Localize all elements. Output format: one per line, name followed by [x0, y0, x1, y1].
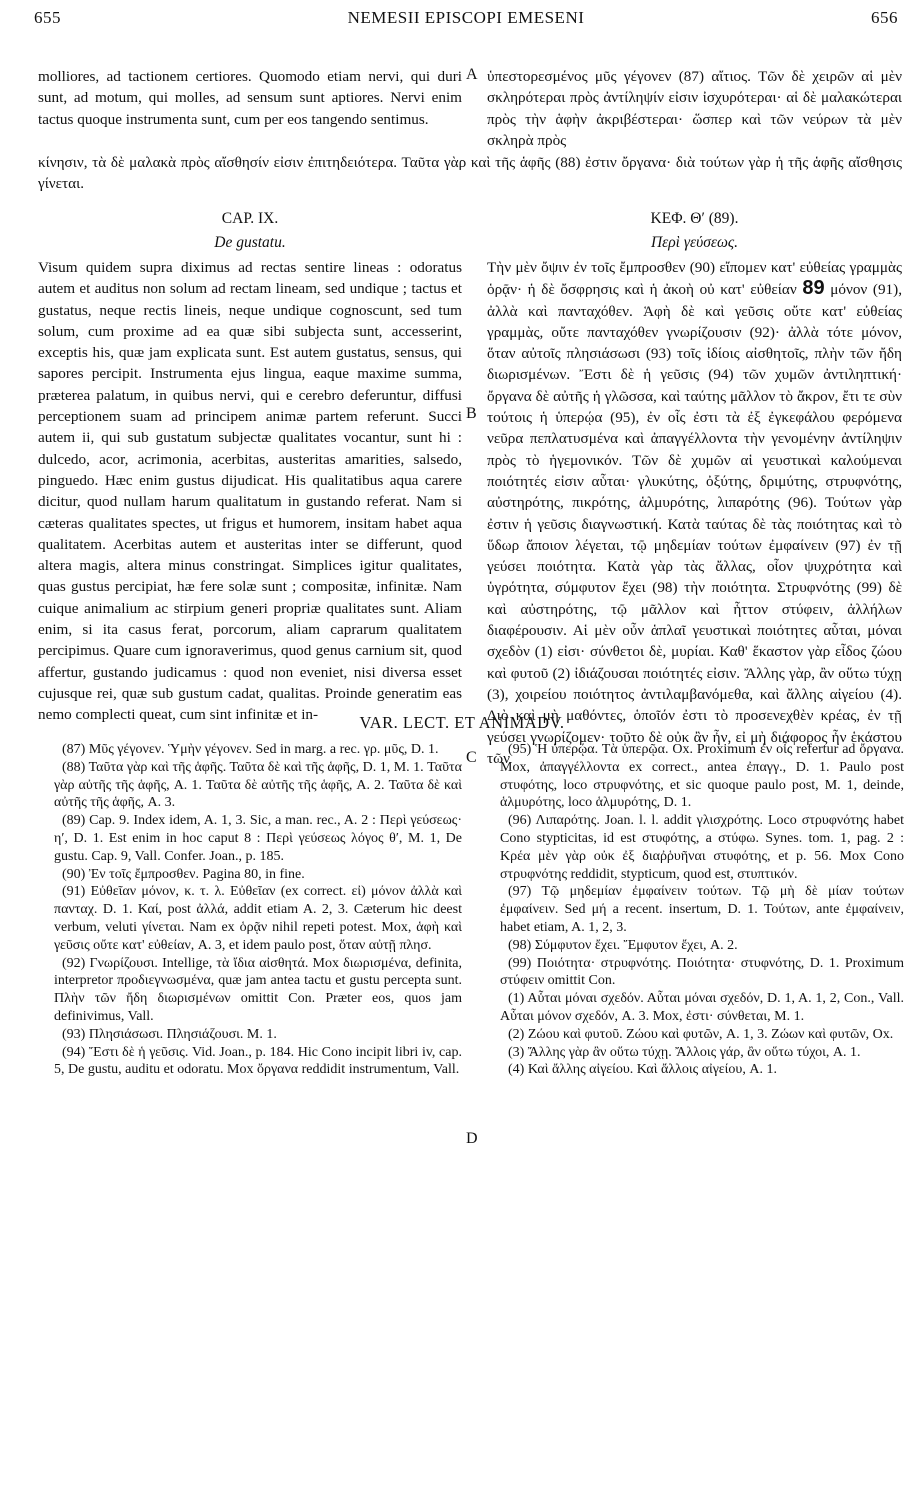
note-93: (93) Πλησιάσωσι. Πλησιάζουσι. M. 1. — [62, 1026, 277, 1042]
note-4: (4) Καὶ ἄλλης αἰγείου. Καὶ ἄλλοις αἰγείου, A. 1. — [508, 1062, 777, 1078]
note-3: (3) Ἄλλης γὰρ ἂν οὕτω τύχῃ. Ἄλλοις γάρ, ἂν οὕτω τύχοι, A. 1. — [508, 1044, 861, 1060]
margin-letter-b: B — [466, 405, 477, 422]
margin-letter-d: D — [466, 1130, 478, 1147]
margin-letter-c: C — [466, 749, 477, 766]
running-header — [34, 8, 898, 32]
note-92: (92) Γνωρίζουσι. Intellige, τὰ ἴδια αἰσθητά. Mox διωρισμένα, definita, interpretor προδιεγνωσμένα, quæ jam antea tactu et gustu percepta sunt. Πλὴν τῶν ἤδη διωρισμένων omittit Con. Præter eos, quos jam definivimus, Vall. — [54, 955, 462, 1024]
note-2: (2) Ζώου καὶ φυτοῦ. Ζώου καὶ φυτῶν, A. 1, 3. Ζώων καὶ φυτῶν, Ox. — [508, 1026, 894, 1042]
right-page-number: 656 — [871, 8, 898, 27]
latin-chapter-subtitle: De gustatu. — [214, 234, 286, 251]
note-90: (90) Ἐν τοῖς ἔμπροσθεν. Pagina 80, in fine. — [62, 866, 305, 882]
greek-top-text: ὑπεστορεσμένος μῦς γέγονεν (87) αἴτιος. Τῶν δὲ χειρῶν αἱ μὲν σκληρότεραι πρὸς ἀντίληψίν εἰσιν ἰσχυρότεραι· αἱ δὲ μαλακώτεραι πρὸς τὴν ἁφὴν ἀκριβέστεραι· ὥσπερ καὶ τῶν νεύρων τὰ μὲν σκληρὰ πρὸς — [487, 68, 902, 150]
note-89: (89) Cap. 9. Index idem, A. 1, 3. Sic, a man. rec., A. 2 : Περὶ γεύσεως· η′, D. 1. Est enim in hoc caput 8 : Περὶ γεύσεως λόγος θ′, M. 1, De gustu. Cap. 9, Vall. Confer. Joan., p. 185. — [54, 813, 462, 864]
latin-chapter-title: CAP. IX. — [221, 210, 279, 227]
greek-fullwidth-line: κίνησιν, τὰ δὲ μαλακὰ πρὸς αἴσθησίν εἰσιν ἐπιτηδειότερα. Ταῦτα γὰρ καὶ τῆς ἁφῆς (88) ἐστιν ὄργανα· διὰ τούτων γὰρ ἡ τῆς ἁφῆς αἴσθησις γίνεται. — [38, 154, 902, 193]
latin-top-text: molliores, ad tactionem certiores. Quomodo etiam nervi, qui duri sunt, ad motum, qui molles, ad sensum sunt aptiores. Nervi enim tactus quoque instrumenta sunt, cum per eos tangendo sentimus. — [38, 68, 462, 128]
folio-number: 89 — [802, 277, 825, 300]
greek-chapter-subtitle: Περὶ γεύσεως. — [650, 234, 739, 251]
greek-body-part1: Τὴν μὲν ὄψιν ἐν τοῖς ἔμπροσθεν (90) εἴπομεν κατ' εὐθείας γραμμὰς ὁρᾷν· ἡ δὲ ὄσφρησις καὶ ἡ ἀκοὴ οὐ κατ' εὐθείαν — [487, 259, 902, 299]
note-1: (1) Αὗται μόναι σχεδόν. Αὗται μόναι σχεδόν, D. 1, A. 1, 2, Con., Vall. Αὗται μόνον σχεδόν, A. 3. Mox, ἐστι· σύνθεται, M. 1. — [500, 991, 904, 1024]
note-88: (88) Ταῦτα γὰρ καὶ τῆς ἁφῆς. Ταῦτα δὲ καὶ τῆς ἁφῆς, D. 1, M. 1. Ταῦτα γὰρ αὐτῆς τῆς ἁφῆς, A. 1. Ταῦτα δὲ αὐτῆς τῆς ἁφῆς, A. 2. Ταῦτα δὲ καὶ αὐτῆς τῆς ἁφῆς, A. 3. — [54, 759, 462, 811]
note-97: (97) Τῷ μηδεμίαν ἐμφαίνειν τούτων. Τῷ μὴ δὲ μίαν τούτων ἐμφαίνειν. Sed μή a recent. insertum, D. 1. Τούτων, ante ἐμφαίνειν, habet etiam, A. 1, 2, 3. — [500, 884, 904, 935]
note-96: (96) Λιπαρότης. Joan. l. l. addit γλισχρότης. Loco στρυφνότης habet Cono stypticitas, id est στυφότης, a στύφω. Synes. tom. 1, pag. 2 : Κρέα μὲν γὰρ οὐκ ἐξ διαῤῥυῆναι στυφότης, et p. 56. Mox Cono στρυφνότης reddidit, stypticum, quod est, στυπτικόν. — [500, 813, 904, 882]
note-94: (94) Ἔστι δὲ ἡ γεῦσις. Vid. Joan., p. 184. Hic Cono incipit libri iv, cap. 5, De gustu, auditu et odoratu. Mox ὄργανα reddidit instrumentum, Vall. — [54, 1044, 462, 1078]
latin-body-text: Visum quidem supra diximus ad rectas sentire lineas : odoratus autem et auditus non solum ad rectam lineam, sed undique ; tactus et gustatus, neque rectis lineis, neque undique cognoscunt, sed tum solum, cum proxime ad ea quæ sibi subjecta sunt, accesserint, exceptis his, quæ jam explicata sunt. Est autem gustatus, sensus, qui sapores percipit. Instrumenta ejus lingua, eaque maxime summa, præterea palatum, in quibus nervi, qui e cerebro deferuntur, diffusi perceptionem suam ad principem animæ partem referunt. Succi autem ii, qui sub gustatum subjectæ qualitates vocantur, sunt hi : dulcedo, acor, acrimonia, acerbitas, austeritas amarities, salsedo, pinguedo. Hæc enim gustus dijudicat. His qualitatibus aqua carere dicitur, quod nullam harum qualitatum in gustando referat. Nam si cæteras qualitates spectes, ut frigus et humorem, insitam habet aqua qualitatem. Acerbitas autem et austeritas inter se differunt, quod altera magis, altera minus constringat. Simplices igitur qualitates, quas gustus percipiat, hæ fere solæ sunt ; compositæ, infinitæ. Nam cuique animalium ac stirpium generi propriæ qualitates sunt. Aliam enim, si ita casus ferat, porcorum, aliam caprarum qualitatem percipimus. Quare cum ignoraverimus, quod genus carnium sit, quod affertur, gustando judicamus : quod non eveniet, nisi diversa esset cujusque rei, quæ sub gustum cadat, qualitas. Proinde generatim eas nemo complecti queat, cum sint infinitæ et in- — [38, 259, 462, 724]
left-page-number: 655 — [34, 8, 61, 27]
note-99: (99) Ποιότητα· στρυφνότης. Ποιότητα· στυφνότης, D. 1. Proximum στύφειν omittit Con. — [500, 955, 904, 989]
notes-right-column — [500, 741, 904, 1079]
running-title: NEMESII EPISCOPI EMESENI — [347, 8, 585, 27]
greek-body-part2: μόνον (91), ἀλλὰ καὶ πανταχόθεν. Ἁφὴ δὲ καὶ γεῦσις οὔτε κατ' εὐθείας γραμμὰς, οὔτε πανταχόθεν γνωρίζουσιν (92)· ἀλλὰ τότε μόνον, ὅταν αὐτοῖς πλησιάσωσι (93) τοῖς ἰδίοις αἰσθητοῖς, πλὴν τῶν ἤδη διωρισμένων. Ἔστι δὲ ἡ γεῦσις (94) τῶν χυμῶν ἀντιληπτική· ὄργανα δὲ αὐτῆς ἡ γλῶσσα, καὶ ταύτης μᾶλλον τὸ ἄκρον, ἔτι τε σὺν τούτοις ἡ ὑπερῴα (95), ἐν οἷς ἐστι τὰ ἐξ ἐγκεφάλου φερόμενα νεῦρα πεπλατυσμένα καὶ ἀπαγγέλλοντα τὴν γενομένην ἀντίληψιν πρὸς τὸ ἡγεμονικόν. Τῶν δὲ χυμῶν αἱ γευστικαὶ καλούμεναι ποιότητές εἰσιν αὗται· γλυκύτης, ὀξύτης, δριμύτης, στρυφνότης, αὐστηρότης, πικρότης, ἁλμυρότης, λιπαρότης (96). Τούτων γὰρ ἐστιν ἡ γεῦσις διαγνωστική. Κατὰ ταύτας δὲ τὰς ποιότητας καὶ τὸ ὕδωρ ἄποιον λέγεται, τῷ μηδεμίαν τούτων ἐμφαίνειν (97) ἐν τῇ γεύσει ποιότητα. Κατὰ γὰρ τὰς ἄλλας, οἷον ψυχρότητα καὶ ὑγρότητα, σύμφυτον ἔχει (98) τὴν ποιότητα. Στρυφνότης (99) δὲ καὶ αὐστηρότης, τῷ μᾶλλον καὶ ἧττον στύφειν, ἀλλήλων διαφέρουσιν. Αἱ μὲν οὖν ἁπλαῖ γευστικαὶ ποιότητες αὗται, μόναι σχεδὸν (1) εἰσι· σύνθετοι δὲ, μυρίαι. Καθ' ἕκαστον γὰρ εἶδος ζώου καὶ φυτοῦ (2) ἰδιάζουσαι ποιότητές εἰσιν. Ἄλλης γὰρ, ἂν οὕτω τύχῃ (3), χοιρείου ποιότητος ἀντιλαμβανόμεθα, καὶ ἄλλης αἰγείου (4). Διὸ καὶ μὴ μαθόντες, ὁποῖόν ἐστι τὸ προσενεχθὲν κρέας, ἐν τῇ γεύσει γνωρίζομεν· τοῦτο δὲ οὐκ ἂν ἦν, εἰ μὴ διάφορος ἦν ἑκάστου τῶν — [487, 281, 903, 767]
note-91: (91) Εὐθεῖαν μόνον, κ. τ. λ. Εὐθεῖαν (ex correct. εἰ) μόνον ἀλλὰ καὶ πανταχ. D. 1. Καί, post ἀλλά, addit etiam A. 2, 3. Cæterum hic deest verbum, veluti γίνεται. Nam ex ὁρᾷν nihil repeti potest. Mox, ἁφὴ καὶ γεῦσις οὔτε κατ' εὐθείαν, A. 3, et idem paulo post, ὅταν αὐτῇ πλησ. — [54, 884, 462, 953]
notes-title: VAR. LECT. ET ANIMADV. — [359, 713, 565, 732]
note-87: (87) Μῦς γέγονεν. Ὑμὴν γέγονεν. Sed in marg. a rec. γρ. μῦς, D. 1. — [62, 742, 439, 757]
greek-chapter-title: ΚΕΦ. Θ′ (89). — [650, 210, 739, 227]
margin-letter-a: A — [466, 66, 478, 83]
notes-left-column — [54, 741, 462, 1079]
note-95: (95) Ἡ ὑπερῴα. Τὰ ὑπερῷα. Ox. Proximum ἐν οἷς refertur ad ὄργανα. Mox, ἀπαγγέλλοντα ex correct., antea ἐπαγγ., D. 1. Paulo post στυφότης, loco στρυφνότης, et sic quoque paulo post, M. 1, deinde, ἁλμυρότης, loco ἁλμυρότης, D. 1. — [500, 742, 904, 811]
greek-body-text — [487, 257, 902, 769]
note-98: (98) Σύμφυτον ἔχει. Ἔμφυτον ἔχει, A. 2. — [508, 937, 738, 953]
